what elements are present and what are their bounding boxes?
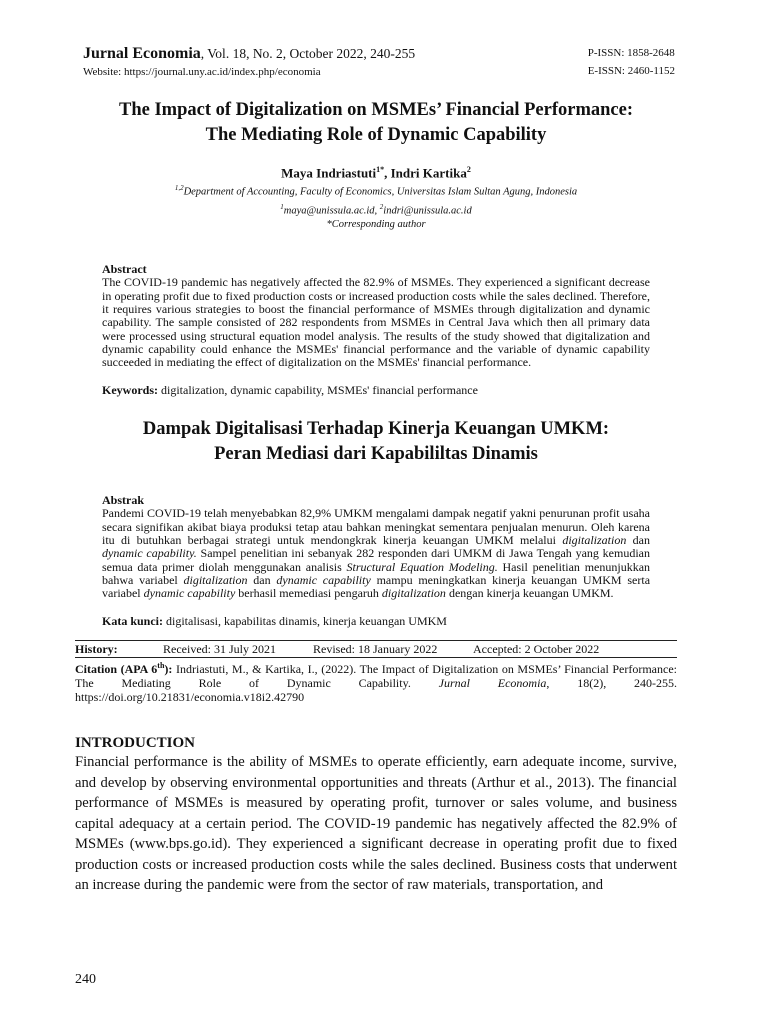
- revised-date: Revised: 18 January 2022: [313, 642, 438, 657]
- title-line-1: The Impact of Digitalization on MSMEs’ Financial Performance:: [119, 100, 633, 120]
- pissn: P-ISSN: 1858-2648: [587, 47, 675, 59]
- email-2[interactable]: indri@unissula.ac.id: [383, 205, 472, 217]
- kata-kunci: Kata kunci: digitalisasi, kapabilitas dinamis, kinerja keuangan UMKM: [102, 614, 447, 629]
- journal-website[interactable]: Website: https://journal.uny.ac.id/index.php/economia: [83, 66, 321, 78]
- affiliation: $^{1,2}$Department of Accounting, Faculty of Economics, Universitas Islam Sultan Agung, Indonesia: [174, 184, 578, 198]
- author-emails: $^1$maya@unissula.ac.id, $^2$indri@unissula.ac.id: [280, 202, 472, 217]
- abstract-heading: Abstract: [102, 262, 147, 277]
- citation: Citation (APA 6th): Indriastuti, M., & Kartika, I., (2022). The Impact of Digitalization on MSMEs’ Financial Performance: The Mediating Role of Dynamic Capability. Jurnal Economia, 18(2), 240-255. https://doi.org/10.21831/economia.v18i2.42790: [75, 661, 678, 704]
- journal-info: [83, 44, 415, 80]
- issn-block: [588, 44, 675, 80]
- abstrak-text: Pandemi COVID-19 telah menyebabkan 82,9% UMKM mengalami dampak negatif yakni penurunan profit usaha secara signifikan akibat biaya produksi tetap atau bahkan meningkat sementara penjualan menurun. Oleh karena itu di butuhkan berbagai strategi untuk mendongkrak kinerja keuangan UMKM melalui digitalization dan dynamic capability. Sampel penelitian ini sebanyak 282 responden dari UMKM di Jawa Tengah yang kemudian semua data primer diolah menggunakan analisis Structural Equation Modeling. Hasil penelitian menunjukkan bahwa variabel digitalization dan dynamic capability mampu meningkatkan kinerja keuangan UMKM serta variabel dynamic capability berhasil memediasi pengaruh digitalization dengan kinerja keuangan UMKM.: [102, 506, 651, 601]
- introduction-text: Financial performance is the ability of MSMEs to operate efficiently, earn adequate income, survive, and develop by observing environmental opportunities and threats (Arthur et al., 2013). The financial performance of MSMEs is measured by operating profit, turnover or sales volume, and business capital adequacy at a certain period. The COVID-19 pandemic has negatively affected the 82.9% of MSMEs (www.bps.go.id). They experienced a significant decrease in operating profit due to fixed production costs or increased production costs while the sales declined. Business costs that underwent an increase during the pandemic were from the sector of raw materials, transportation, and: [75, 754, 677, 894]
- paper-title: [75, 98, 677, 148]
- journal-name: Jurnal Economia: [83, 45, 201, 62]
- author-2: Indri Kartika: [390, 165, 467, 181]
- title-id-line-1: Dampak Digitalisasi Terhadap Kinerja Keuangan UMKM:: [142, 419, 610, 440]
- paper-title-id: [75, 417, 677, 467]
- title-line-2: The Mediating Role of Dynamic Capability: [205, 125, 547, 145]
- title-id-line-2: Peran Mediasi dari Kapabililtas Dinamis: [214, 444, 538, 465]
- accepted-date: Accepted: 2 October 2022: [473, 642, 600, 657]
- abstract-id: [102, 493, 650, 628]
- author-list: Maya Indriastuti$^{1*}$, Indri Kartika$^2$: [281, 165, 471, 181]
- keywords: Keywords: digitalization, dynamic capability, MSMEs' financial performance: [102, 383, 478, 398]
- corresponding-note: *Corresponding author: [326, 219, 426, 231]
- journal-header: [75, 44, 677, 82]
- history-label: History:: [75, 642, 118, 657]
- received-date: Received: 31 July 2021: [163, 642, 276, 657]
- author-1: Maya Indriastuti: [281, 165, 377, 181]
- abstract-en: [102, 262, 650, 397]
- introduction-heading: INTRODUCTION: [75, 735, 196, 752]
- email-1[interactable]: maya@unissula.ac.id,: [283, 205, 380, 217]
- volume-info: , Vol. 18, No. 2, October 2022, 240-255: [200, 46, 416, 61]
- article-history: [75, 640, 677, 658]
- abstract-text: The COVID-19 pandemic has negatively affected the 82.9% of MSMEs. They experienced a significant decrease in operating profit due to fixed production costs or increased production costs while the sales declined. Therefore, it requires various strategies to boost the financial performance of MSMEs through digitalization and dynamic capability. The sample consisted of 282 respondents from MSMEs in Central Java which then all primary data were processed using structural equation model analysis. The results of the study showed that digitalization and dynamic capability could enhance the MSMEs' financial performance and the variable of dynamic capability succeeded in mediating the effect of digitalization on the MSMEs' financial performance.: [102, 275, 650, 370]
- eissn: E-ISSN: 2460-1152: [587, 65, 675, 77]
- abstrak-heading: Abstrak: [102, 493, 145, 508]
- paper-page: [75, 44, 677, 896]
- page-number: 240: [75, 972, 96, 987]
